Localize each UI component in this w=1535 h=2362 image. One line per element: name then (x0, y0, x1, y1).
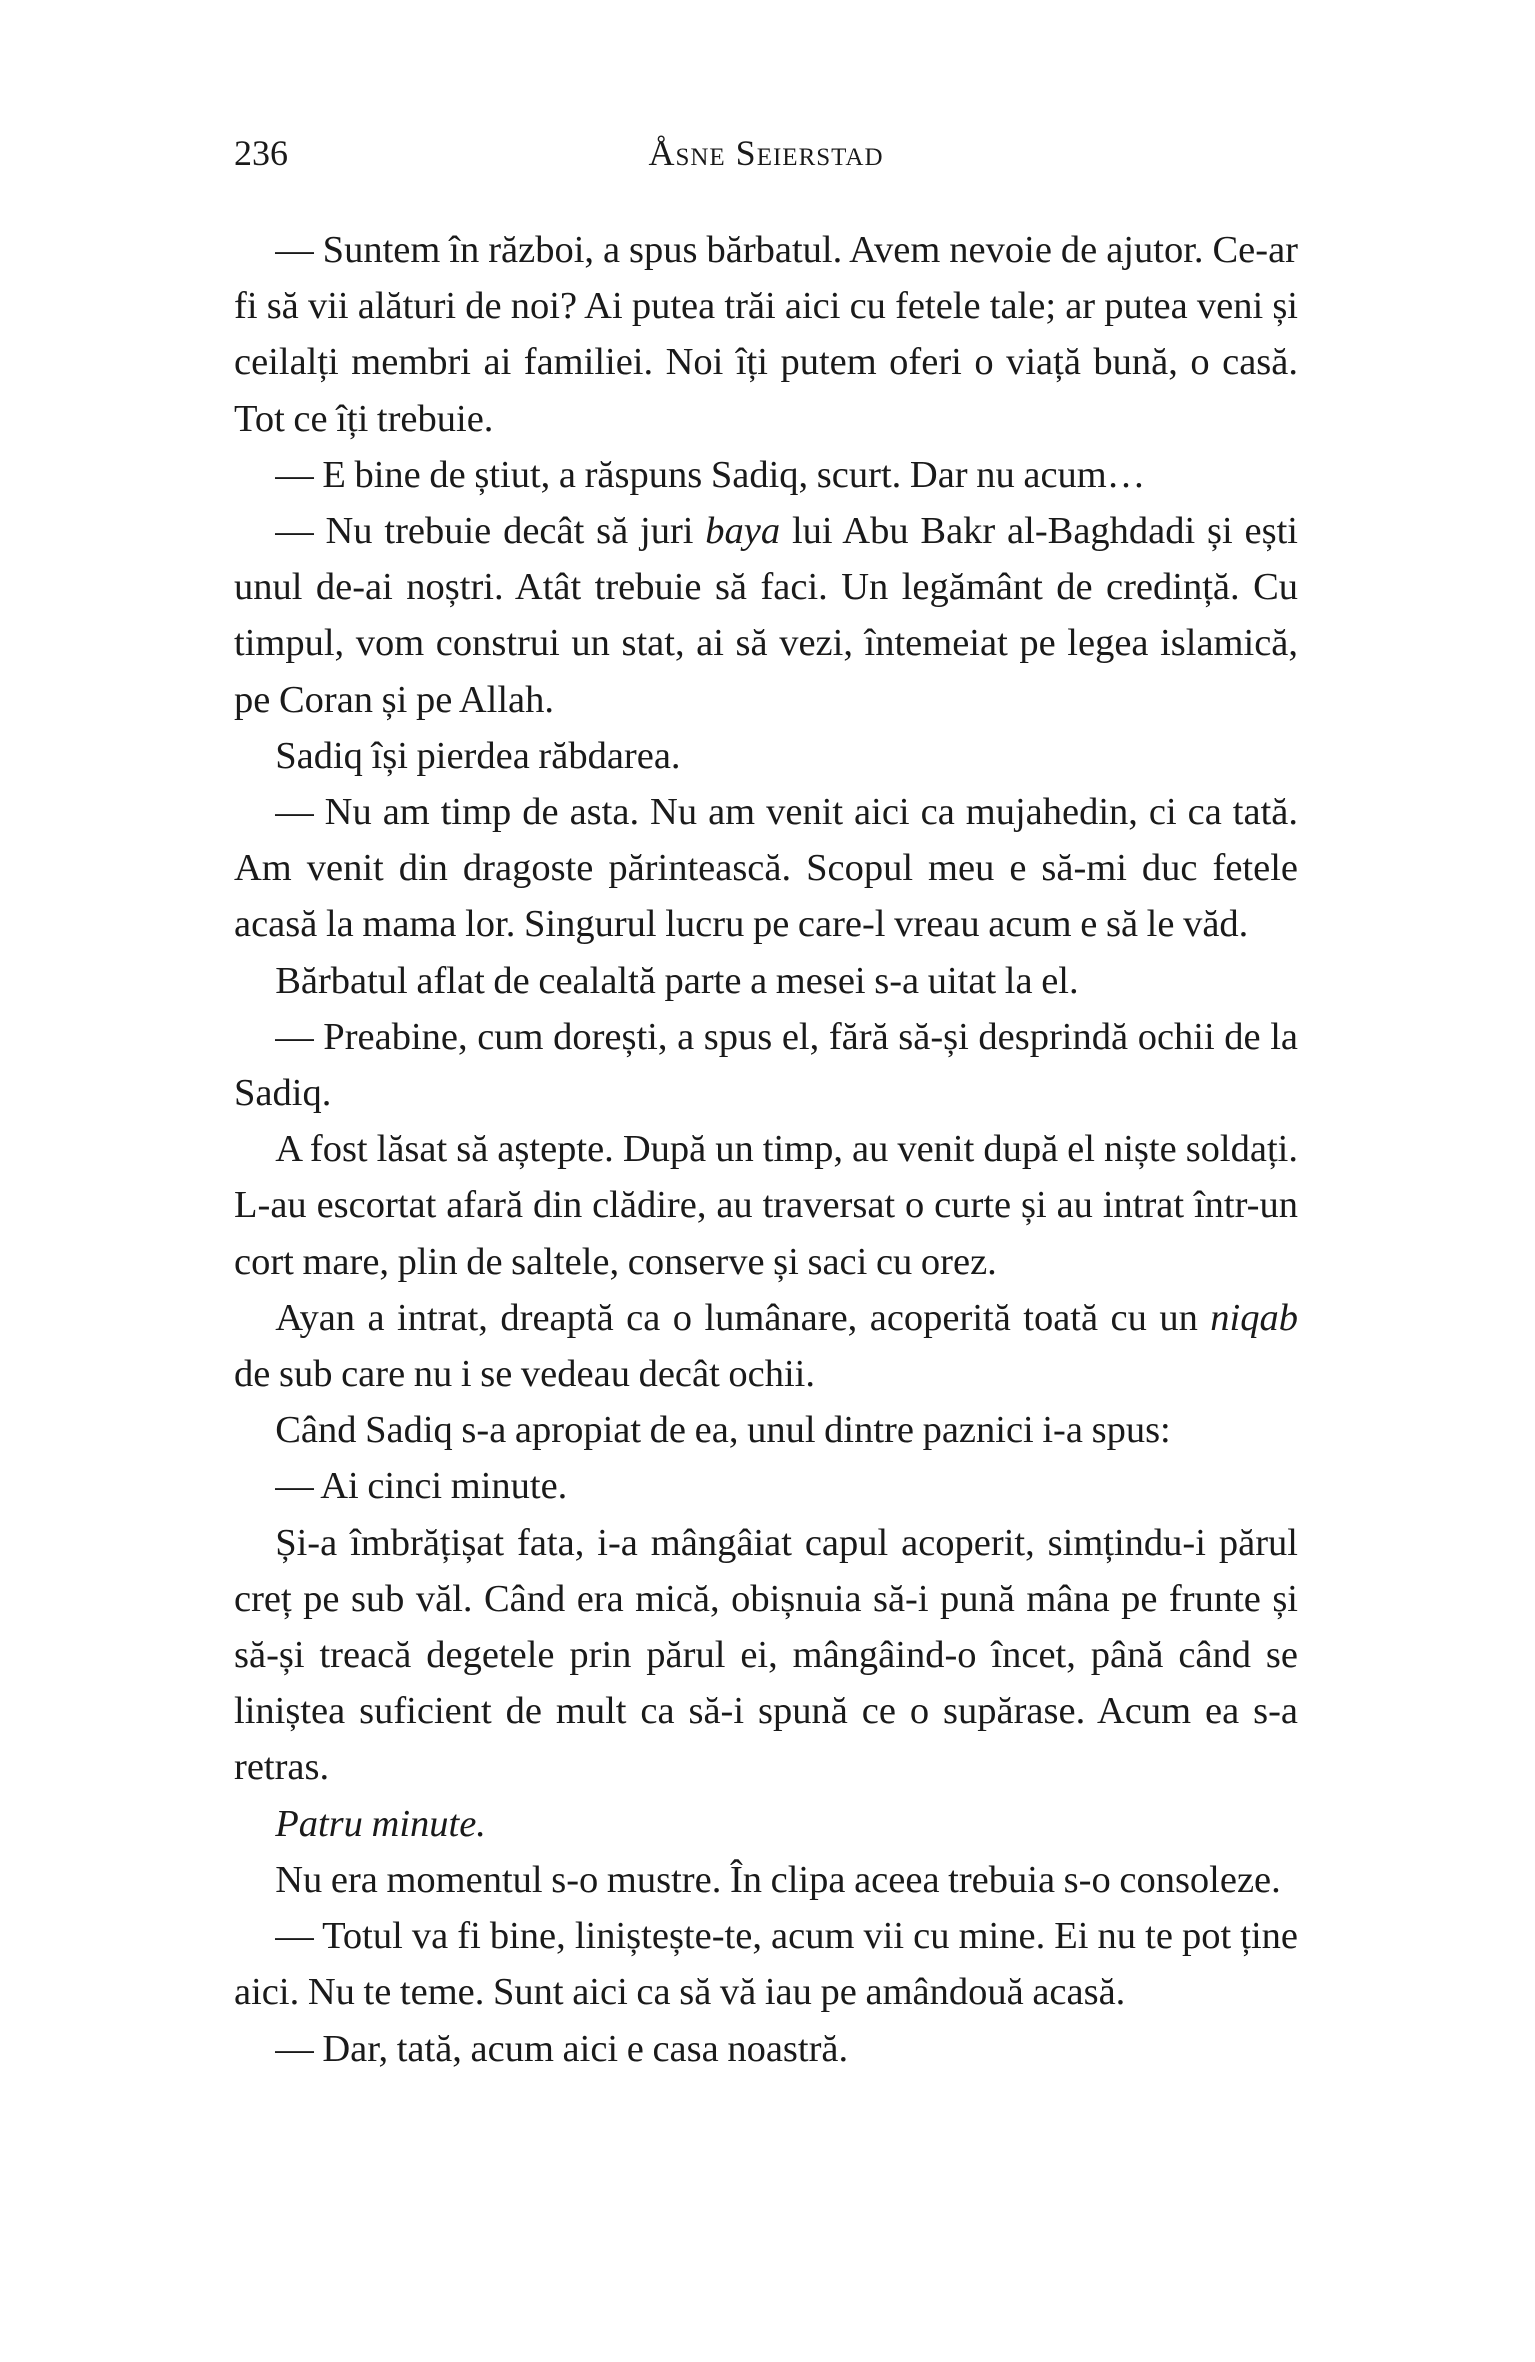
paragraph (234, 447, 1298, 503)
paragraph (234, 1796, 1298, 1852)
text-run: — Ai cinci minute. (275, 1465, 568, 1508)
paragraph (234, 953, 1298, 1009)
paragraph (234, 1515, 1298, 1796)
text-run: — Nu trebuie decât să juri (275, 510, 706, 553)
italic-text: Patru minute. (275, 1802, 486, 1845)
text-run: — Nu am timp de asta. Nu am venit aici ca mujahedin, ci ca tată. Am venit din dragoste părintească. Scopul meu e să-mi duc fetele acasă la mama lor. Singurul lucru pe care-l vreau acum e să le văd. (234, 791, 1298, 946)
text-run: — Totul va fi bine, liniștește-te, acum vii cu mine. Ei nu te pot ține aici. Nu te teme. Sunt aici ca să vă iau pe amândouă acasă. (234, 1915, 1298, 2014)
italic-text: niqab (1210, 1296, 1298, 1339)
text-run: Nu era momentul s-o mustre. În clipa aceea trebuia s-o consoleze. (275, 1858, 1281, 1901)
text-run: — E bine de știut, a răspuns Sadiq, scurt. Dar nu acum… (275, 453, 1146, 496)
paragraph (234, 2021, 1298, 2077)
page-number: 236 (234, 133, 288, 173)
paragraph (234, 1121, 1298, 1290)
paragraph (234, 1458, 1298, 1514)
italic-text: baya (705, 510, 781, 553)
text-run: — Preabine, cum dorești, a spus el, fără să-și desprindă ochii de la Sadiq. (234, 1015, 1298, 1115)
paragraph (234, 1290, 1298, 1402)
text-run: — Dar, tată, acum aici e casa noastră. (275, 2027, 849, 2070)
paragraph (234, 728, 1298, 784)
paragraph (234, 503, 1298, 728)
text-run: de sub care nu i se vedeau decât ochii. (234, 1353, 816, 1396)
text-run: Bărbatul aflat de cealaltă parte a mesei s-a uitat la el. (275, 959, 1079, 1002)
paragraph (234, 1908, 1298, 2020)
text-run: — Suntem în război, a spus bărbatul. Avem nevoie de ajutor. Ce-ar fi să vii alături de noi? Ai putea trăi aici cu fetele tale; ar putea veni și ceilalți membri ai familiei. Noi îți putem oferi o viață bună, o casă. Tot ce îți trebuie. (234, 229, 1298, 440)
paragraph (234, 1009, 1298, 1121)
text-run: lui Abu Bakr al-Baghdadi și ești unul de-ai noștri. Atât trebuie să faci. Un legământ de credință. Cu timpul, vom construi un stat, ai să vezi, întemeiat pe legea islamică, pe Coran și pe Allah. (234, 510, 1298, 721)
text-run: Sadiq își pierdea răbdarea. (275, 734, 681, 777)
paragraph (234, 1402, 1298, 1458)
text-run: Ayan a intrat, dreaptă ca o lumânare, acoperită toată cu un (275, 1296, 1211, 1339)
paragraph (234, 1852, 1298, 1908)
text-run: Când Sadiq s-a apropiat de ea, unul dintre paznici i-a spus: (275, 1409, 1171, 1452)
running-head (234, 128, 1298, 178)
body-text (234, 222, 1298, 2077)
text-run: A fost lăsat să aștepte. După un timp, au venit după el niște soldați. L-au escortat afară din clădire, au traversat o curte și au intrat într-un cort mare, plin de saltele, conserve și saci cu orez. (234, 1128, 1298, 1283)
running-head-author: Åsne Seierstad (648, 133, 884, 173)
paragraph (234, 222, 1298, 447)
text-run: Și-a îmbrățișat fata, i-a mângâiat capul acoperit, simțindu-i părul creț pe sub văl. Când era mică, obișnuia să-i pună mâna pe frunte și să-și treacă degetele prin părul ei, mângâind-o încet, până când se liniștea suficient de mult ca să-i spună ce o supărase. Acum ea s-a retras. (234, 1521, 1298, 1789)
paragraph (234, 784, 1298, 953)
